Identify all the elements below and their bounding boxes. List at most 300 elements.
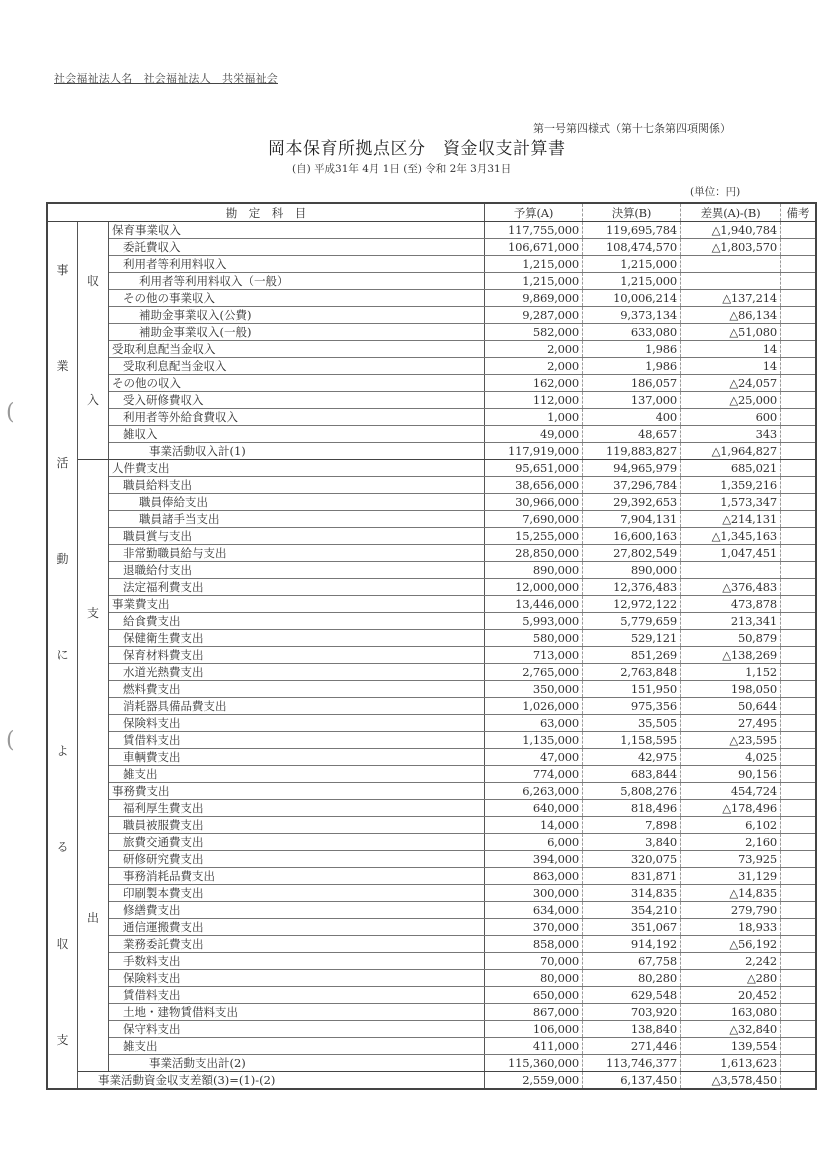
budget-value: 867,000 xyxy=(485,1004,583,1021)
budget-value: 6,263,000 xyxy=(485,783,583,800)
note-cell xyxy=(781,647,817,664)
table-row xyxy=(47,273,816,290)
account-name: 事業活動収入計(1) xyxy=(109,443,485,460)
budget-value: 14,000 xyxy=(485,817,583,834)
diff-value: △214,131 xyxy=(681,511,781,528)
budget-value: 634,000 xyxy=(485,902,583,919)
diff-value: △51,080 xyxy=(681,324,781,341)
diff-value: 163,080 xyxy=(681,1004,781,1021)
section-label-char: 業 xyxy=(56,359,69,374)
account-name: 退職給付支出 xyxy=(109,562,485,579)
expense-label-char: 出 xyxy=(86,911,99,926)
diff-value: △1,964,827 xyxy=(681,443,781,460)
note-cell xyxy=(781,273,817,290)
header-budget: 予算(A) xyxy=(485,203,583,222)
account-name: 受入研修費収入 xyxy=(109,392,485,409)
actual-value: 9,373,134 xyxy=(583,307,681,324)
note-cell xyxy=(781,596,817,613)
document-title: 岡本保育所拠点区分 資金収支計算書 xyxy=(268,139,566,159)
note-cell xyxy=(781,1072,817,1090)
account-name: 補助金事業収入(公費) xyxy=(109,307,485,324)
actual-value: 186,057 xyxy=(583,375,681,392)
actual-value: 10,006,214 xyxy=(583,290,681,307)
table-row xyxy=(47,341,816,358)
diff-value xyxy=(681,562,781,579)
note-cell xyxy=(781,902,817,919)
note-cell xyxy=(781,562,817,579)
table-row xyxy=(47,766,816,783)
budget-value: 38,656,000 xyxy=(485,477,583,494)
note-cell xyxy=(781,392,817,409)
section-label-cell xyxy=(47,222,78,1090)
note-cell xyxy=(781,494,817,511)
actual-value: 851,269 xyxy=(583,647,681,664)
actual-value: 48,657 xyxy=(583,426,681,443)
actual-value: 314,835 xyxy=(583,885,681,902)
note-cell xyxy=(781,307,817,324)
diff-value: 27,495 xyxy=(681,715,781,732)
budget-value: 1,026,000 xyxy=(485,698,583,715)
cash-flow-statement-table xyxy=(46,202,817,1090)
table-row xyxy=(47,324,816,341)
table-body xyxy=(47,222,816,1090)
account-name: 手数料支出 xyxy=(109,953,485,970)
table-row xyxy=(47,528,816,545)
table-row xyxy=(47,477,816,494)
actual-value: 113,746,377 xyxy=(583,1055,681,1072)
balance-actual: 6,137,450 xyxy=(583,1072,681,1090)
section-label-char: 動 xyxy=(56,551,69,566)
budget-value: 117,919,000 xyxy=(485,443,583,460)
budget-value: 713,000 xyxy=(485,647,583,664)
note-cell xyxy=(781,766,817,783)
table-row xyxy=(47,953,816,970)
actual-value: 351,067 xyxy=(583,919,681,936)
table-row xyxy=(47,800,816,817)
note-cell xyxy=(781,239,817,256)
table-row xyxy=(47,494,816,511)
actual-value: 914,192 xyxy=(583,936,681,953)
budget-value: 7,690,000 xyxy=(485,511,583,528)
note-cell xyxy=(781,613,817,630)
actual-value: 119,883,827 xyxy=(583,443,681,460)
note-cell xyxy=(781,477,817,494)
table-row xyxy=(47,630,816,647)
actual-value: 5,779,659 xyxy=(583,613,681,630)
note-cell xyxy=(781,970,817,987)
section-label-char: る xyxy=(56,840,69,855)
table-row xyxy=(47,409,816,426)
table-row xyxy=(47,511,816,528)
note-cell xyxy=(781,375,817,392)
diff-value: 20,452 xyxy=(681,987,781,1004)
actual-value: 975,356 xyxy=(583,698,681,715)
note-cell xyxy=(781,426,817,443)
table-row xyxy=(47,290,816,307)
note-cell xyxy=(781,460,817,477)
note-cell xyxy=(781,868,817,885)
diff-value: 454,724 xyxy=(681,783,781,800)
budget-value: 1,135,000 xyxy=(485,732,583,749)
budget-value: 15,255,000 xyxy=(485,528,583,545)
table-row xyxy=(47,1004,816,1021)
table-row xyxy=(47,307,816,324)
actual-value: 7,898 xyxy=(583,817,681,834)
table-row xyxy=(47,919,816,936)
budget-value: 63,000 xyxy=(485,715,583,732)
section-label-char: よ xyxy=(56,744,69,759)
diff-value: 1,047,451 xyxy=(681,545,781,562)
table-row xyxy=(47,579,816,596)
balance-row xyxy=(47,1072,816,1090)
note-cell xyxy=(781,681,817,698)
account-name: 給食費支出 xyxy=(109,613,485,630)
table-row xyxy=(47,834,816,851)
account-name: 水道光熱費支出 xyxy=(109,664,485,681)
actual-value: 633,080 xyxy=(583,324,681,341)
table-row xyxy=(47,783,816,800)
actual-value: 629,548 xyxy=(583,987,681,1004)
section-label-char: 支 xyxy=(56,1032,69,1047)
table-row xyxy=(47,732,816,749)
note-cell xyxy=(781,664,817,681)
account-name: 利用者等利用料収入 xyxy=(109,256,485,273)
budget-value: 650,000 xyxy=(485,987,583,1004)
note-cell xyxy=(781,528,817,545)
header-account: 勘 定 科 目 xyxy=(47,203,485,222)
punch-hole-mark: ( xyxy=(6,728,15,753)
account-name: 補助金事業収入(一般) xyxy=(109,324,485,341)
table-row xyxy=(47,443,816,460)
diff-value: 14 xyxy=(681,341,781,358)
actual-value: 151,950 xyxy=(583,681,681,698)
table-row xyxy=(47,1021,816,1038)
diff-value: 90,156 xyxy=(681,766,781,783)
budget-value: 12,000,000 xyxy=(485,579,583,596)
corporation-name: 社会福祉法人名 社会福祉法人 共栄福祉会 xyxy=(54,72,278,85)
budget-value: 95,651,000 xyxy=(485,460,583,477)
note-cell xyxy=(781,409,817,426)
diff-value: 2,242 xyxy=(681,953,781,970)
balance-diff: △3,578,450 xyxy=(681,1072,781,1090)
table-row xyxy=(47,613,816,630)
diff-value: 600 xyxy=(681,409,781,426)
actual-value: 42,975 xyxy=(583,749,681,766)
account-name: 雑支出 xyxy=(109,1038,485,1055)
budget-value: 858,000 xyxy=(485,936,583,953)
diff-value: △23,595 xyxy=(681,732,781,749)
table-row xyxy=(47,902,816,919)
account-name: 人件費支出 xyxy=(109,460,485,477)
table-row xyxy=(47,239,816,256)
table-row xyxy=(47,868,816,885)
table-row xyxy=(47,885,816,902)
diff-value: △280 xyxy=(681,970,781,987)
budget-value: 9,287,000 xyxy=(485,307,583,324)
diff-value: 18,933 xyxy=(681,919,781,936)
diff-value: △32,840 xyxy=(681,1021,781,1038)
account-name: 職員給料支出 xyxy=(109,477,485,494)
account-name: 研修研究費支出 xyxy=(109,851,485,868)
account-name: 業務委託費支出 xyxy=(109,936,485,953)
budget-value: 640,000 xyxy=(485,800,583,817)
account-name: 法定福利費支出 xyxy=(109,579,485,596)
balance-budget: 2,559,000 xyxy=(485,1072,583,1090)
budget-value: 300,000 xyxy=(485,885,583,902)
actual-value: 29,392,653 xyxy=(583,494,681,511)
diff-value: 473,878 xyxy=(681,596,781,613)
note-cell xyxy=(781,953,817,970)
section-label xyxy=(51,222,74,1088)
actual-value: 12,376,483 xyxy=(583,579,681,596)
diff-value: △56,192 xyxy=(681,936,781,953)
diff-value: △1,803,570 xyxy=(681,239,781,256)
note-cell xyxy=(781,885,817,902)
account-name: 保守料支出 xyxy=(109,1021,485,1038)
unit-label: (単位：円) xyxy=(690,186,741,198)
table-row xyxy=(47,664,816,681)
budget-value: 1,215,000 xyxy=(485,273,583,290)
note-cell xyxy=(781,1038,817,1055)
account-name: 印刷製本費支出 xyxy=(109,885,485,902)
budget-value: 5,993,000 xyxy=(485,613,583,630)
budget-value: 1,215,000 xyxy=(485,256,583,273)
expense-label xyxy=(81,460,105,1071)
budget-value: 30,966,000 xyxy=(485,494,583,511)
actual-value: 80,280 xyxy=(583,970,681,987)
account-name: 雑収入 xyxy=(109,426,485,443)
expense-label-char: 支 xyxy=(86,605,99,620)
table-row xyxy=(47,358,816,375)
note-cell xyxy=(781,1004,817,1021)
expense-label-cell xyxy=(78,460,109,1072)
account-name: 保健衛生費支出 xyxy=(109,630,485,647)
note-cell xyxy=(781,443,817,460)
actual-value: 271,446 xyxy=(583,1038,681,1055)
actual-value: 1,158,595 xyxy=(583,732,681,749)
budget-value: 162,000 xyxy=(485,375,583,392)
diff-value: △86,134 xyxy=(681,307,781,324)
table-row xyxy=(47,375,816,392)
budget-value: 582,000 xyxy=(485,324,583,341)
diff-value: 31,129 xyxy=(681,868,781,885)
actual-value: 3,840 xyxy=(583,834,681,851)
note-cell xyxy=(781,630,817,647)
note-cell xyxy=(781,749,817,766)
table-row xyxy=(47,698,816,715)
table-row xyxy=(47,1055,816,1072)
budget-value: 394,000 xyxy=(485,851,583,868)
diff-value: 14 xyxy=(681,358,781,375)
note-cell xyxy=(781,783,817,800)
actual-value: 37,296,784 xyxy=(583,477,681,494)
budget-value: 106,671,000 xyxy=(485,239,583,256)
account-name: 車輌費支出 xyxy=(109,749,485,766)
actual-value: 137,000 xyxy=(583,392,681,409)
table-row xyxy=(47,596,816,613)
diff-value: △138,269 xyxy=(681,647,781,664)
table-row xyxy=(47,1038,816,1055)
diff-value: △1,940,784 xyxy=(681,222,781,239)
diff-value xyxy=(681,273,781,290)
account-name: 事業活動支出計(2) xyxy=(109,1055,485,1072)
budget-value: 1,000 xyxy=(485,409,583,426)
account-name: 通信運搬費支出 xyxy=(109,919,485,936)
account-name: 事業費支出 xyxy=(109,596,485,613)
note-cell xyxy=(781,545,817,562)
note-cell xyxy=(781,222,817,239)
account-name: 保険料支出 xyxy=(109,715,485,732)
section-label-char: に xyxy=(56,647,69,662)
header-actual: 決算(B) xyxy=(583,203,681,222)
balance-label: 事業活動資金収支差額(3)=(1)-(2) xyxy=(78,1072,485,1090)
actual-value: 1,215,000 xyxy=(583,273,681,290)
budget-value: 370,000 xyxy=(485,919,583,936)
budget-value: 6,000 xyxy=(485,834,583,851)
table-row xyxy=(47,749,816,766)
form-number: 第一号第四様式（第十七条第四項関係） xyxy=(533,122,731,135)
note-cell xyxy=(781,290,817,307)
actual-value: 529,121 xyxy=(583,630,681,647)
account-name: 職員諸手当支出 xyxy=(109,511,485,528)
punch-hole-mark: ( xyxy=(6,400,15,425)
income-label-cell xyxy=(78,222,109,460)
account-name: 委託費収入 xyxy=(109,239,485,256)
actual-value: 138,840 xyxy=(583,1021,681,1038)
table-row xyxy=(47,970,816,987)
account-name: その他の収入 xyxy=(109,375,485,392)
actual-value: 94,965,979 xyxy=(583,460,681,477)
note-cell xyxy=(781,1021,817,1038)
header-note: 備考 xyxy=(781,203,817,222)
budget-value: 774,000 xyxy=(485,766,583,783)
actual-value: 683,844 xyxy=(583,766,681,783)
diff-value: 198,050 xyxy=(681,681,781,698)
account-name: 賃借料支出 xyxy=(109,732,485,749)
diff-value: 6,102 xyxy=(681,817,781,834)
note-cell xyxy=(781,715,817,732)
budget-value: 13,446,000 xyxy=(485,596,583,613)
budget-value: 28,850,000 xyxy=(485,545,583,562)
account-name: 非常勤職員給与支出 xyxy=(109,545,485,562)
actual-value: 108,474,570 xyxy=(583,239,681,256)
account-name: 保育事業収入 xyxy=(109,222,485,239)
diff-value: 343 xyxy=(681,426,781,443)
actual-value: 35,505 xyxy=(583,715,681,732)
diff-value: 1,152 xyxy=(681,664,781,681)
income-label xyxy=(81,222,105,459)
budget-value: 49,000 xyxy=(485,426,583,443)
actual-value: 2,763,848 xyxy=(583,664,681,681)
actual-value: 12,972,122 xyxy=(583,596,681,613)
note-cell xyxy=(781,851,817,868)
actual-value: 27,802,549 xyxy=(583,545,681,562)
table-row xyxy=(47,817,816,834)
table-row xyxy=(47,647,816,664)
diff-value: 139,554 xyxy=(681,1038,781,1055)
budget-value: 863,000 xyxy=(485,868,583,885)
diff-value: △137,214 xyxy=(681,290,781,307)
account-name: 旅費交通費支出 xyxy=(109,834,485,851)
account-name: 職員被服費支出 xyxy=(109,817,485,834)
account-name: 職員賞与支出 xyxy=(109,528,485,545)
budget-value: 115,360,000 xyxy=(485,1055,583,1072)
budget-value: 2,000 xyxy=(485,358,583,375)
budget-value: 890,000 xyxy=(485,562,583,579)
account-name: 受取利息配当金収入 xyxy=(109,358,485,375)
budget-value: 47,000 xyxy=(485,749,583,766)
diff-value: 4,025 xyxy=(681,749,781,766)
table-row xyxy=(47,256,816,273)
diff-value: 1,573,347 xyxy=(681,494,781,511)
budget-value: 2,000 xyxy=(485,341,583,358)
account-name: 事務消耗品費支出 xyxy=(109,868,485,885)
account-name: 利用者等利用料収入（一般） xyxy=(109,273,485,290)
diff-value: 73,925 xyxy=(681,851,781,868)
diff-value: △25,000 xyxy=(681,392,781,409)
note-cell xyxy=(781,936,817,953)
budget-value: 70,000 xyxy=(485,953,583,970)
account-name: その他の事業収入 xyxy=(109,290,485,307)
actual-value: 354,210 xyxy=(583,902,681,919)
table-row xyxy=(47,460,816,477)
table-row xyxy=(47,426,816,443)
actual-value: 1,986 xyxy=(583,358,681,375)
header-diff: 差異(A)-(B) xyxy=(681,203,781,222)
budget-value: 2,765,000 xyxy=(485,664,583,681)
actual-value: 400 xyxy=(583,409,681,426)
diff-value: △1,345,163 xyxy=(681,528,781,545)
table-row xyxy=(47,392,816,409)
diff-value: 50,879 xyxy=(681,630,781,647)
budget-value: 350,000 xyxy=(485,681,583,698)
note-cell xyxy=(781,511,817,528)
table-row xyxy=(47,936,816,953)
fiscal-period: (自) 平成31年 4月 1日 (至) 令和 2年 3月31日 xyxy=(292,163,512,175)
section-label-char: 収 xyxy=(56,936,69,951)
note-cell xyxy=(781,987,817,1004)
budget-value: 9,869,000 xyxy=(485,290,583,307)
budget-value: 411,000 xyxy=(485,1038,583,1055)
account-name: 消耗器具備品費支出 xyxy=(109,698,485,715)
table-row xyxy=(47,681,816,698)
account-name: 保険料支出 xyxy=(109,970,485,987)
note-cell xyxy=(781,341,817,358)
note-cell xyxy=(781,1055,817,1072)
account-name: 事務費支出 xyxy=(109,783,485,800)
diff-value: 685,021 xyxy=(681,460,781,477)
table-row xyxy=(47,222,816,239)
budget-value: 106,000 xyxy=(485,1021,583,1038)
budget-value: 80,000 xyxy=(485,970,583,987)
table-row xyxy=(47,562,816,579)
table-row xyxy=(47,715,816,732)
account-name: 利用者等外給食費収入 xyxy=(109,409,485,426)
account-name: 職員俸給支出 xyxy=(109,494,485,511)
budget-value: 580,000 xyxy=(485,630,583,647)
diff-value: 50,644 xyxy=(681,698,781,715)
actual-value: 1,215,000 xyxy=(583,256,681,273)
diff-value: 2,160 xyxy=(681,834,781,851)
actual-value: 1,986 xyxy=(583,341,681,358)
diff-value: △24,057 xyxy=(681,375,781,392)
account-name: 修繕費支出 xyxy=(109,902,485,919)
actual-value: 67,758 xyxy=(583,953,681,970)
note-cell xyxy=(781,817,817,834)
note-cell xyxy=(781,324,817,341)
actual-value: 703,920 xyxy=(583,1004,681,1021)
actual-value: 831,871 xyxy=(583,868,681,885)
